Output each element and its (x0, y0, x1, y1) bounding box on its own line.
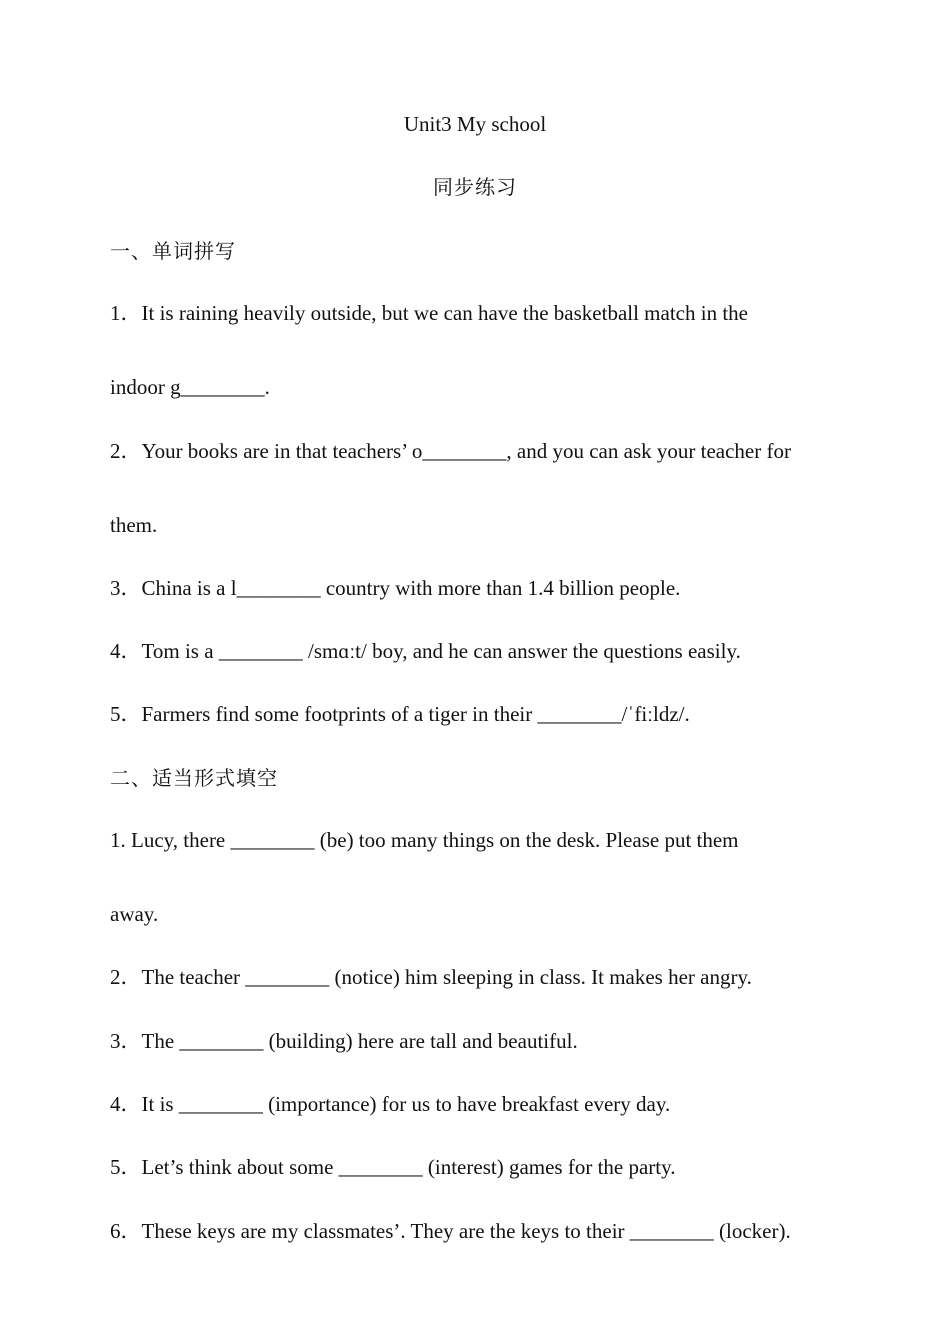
exercise-line: 6．These keys are my classmates’. They are the keys to their ________ (locker). (110, 1219, 791, 1243)
exercise-line: 1．It is raining heavily outside, but we can have the basketball match in the (110, 301, 748, 325)
exercise-line: 2．The teacher ________ (notice) him sleeping in class. It makes her angry. (110, 965, 752, 989)
exercise-line: 5．Let’s think about some ________ (interest) games for the party. (110, 1155, 676, 1179)
exercise-line: indoor g________. (110, 375, 270, 399)
exercise-line: 4．It is ________ (importance) for us to have breakfast every day. (110, 1092, 671, 1116)
exercise-line: 3．The ________ (building) here are tall and beautiful. (110, 1029, 578, 1053)
page-subtitle: 同步练习 (433, 175, 517, 199)
exercise-line: 1. Lucy, there ________ (be) too many things on the desk. Please put them (110, 828, 739, 852)
section-heading-spelling: 一、单词拼写 (110, 239, 236, 263)
exercise-line: them. (110, 513, 158, 537)
exercise-line: 2．Your books are in that teachers’ o________, and you can ask your teacher for (110, 439, 791, 463)
exercise-line: away. (110, 902, 159, 926)
section-heading-fill-in: 二、适当形式填空 (110, 766, 278, 790)
exercise-line: 3．China is a l________ country with more than 1.4 billion people. (110, 576, 681, 600)
exercise-line: 4．Tom is a ________ /smɑːt/ boy, and he can answer the questions easily. (110, 639, 741, 663)
page-title: Unit3 My school (403, 112, 547, 136)
exercise-line: 5．Farmers find some footprints of a tiger in their ________/ˈfiːldz/. (110, 702, 690, 726)
